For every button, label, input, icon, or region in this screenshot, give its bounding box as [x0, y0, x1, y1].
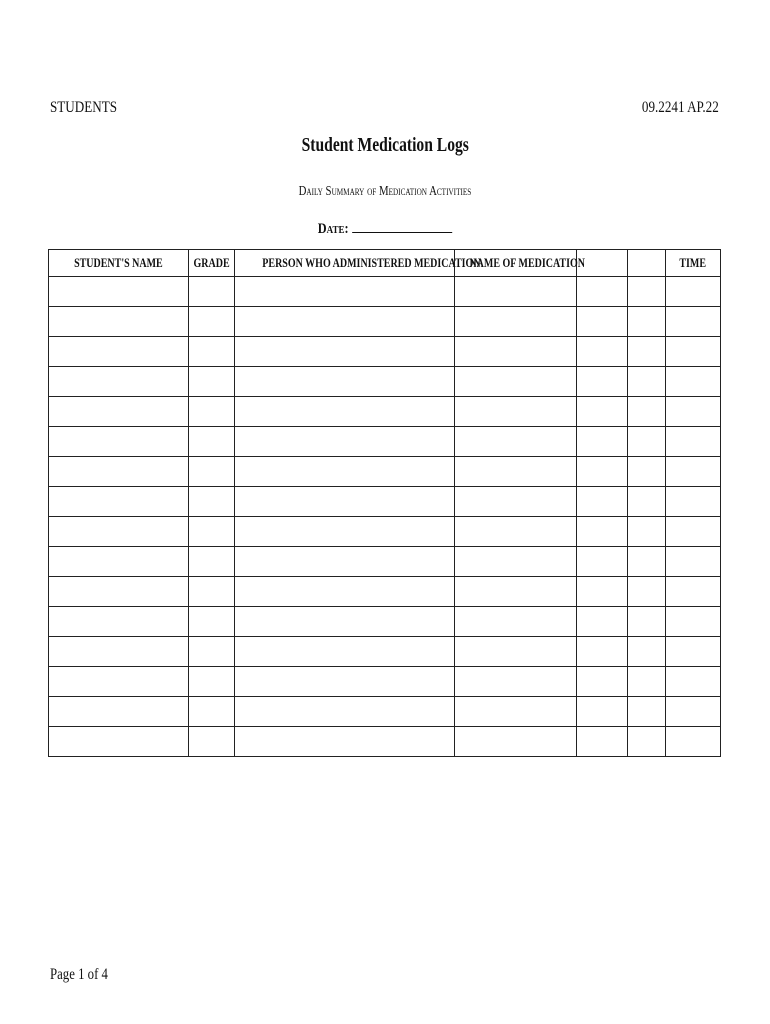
- grade-cell[interactable]: [189, 397, 235, 427]
- time-cell[interactable]: [666, 277, 721, 307]
- grade-cell[interactable]: [189, 307, 235, 337]
- administered-by-cell[interactable]: [235, 277, 455, 307]
- page-subtitle: [0, 183, 770, 199]
- col-header-student-name: STUDENT'S NAME: [49, 250, 189, 277]
- table-row: [49, 697, 721, 727]
- blank-cell-2[interactable]: [628, 367, 666, 397]
- student-name-cell[interactable]: [49, 307, 189, 337]
- medication-name-cell[interactable]: [455, 337, 577, 367]
- blank-cell-2[interactable]: [628, 397, 666, 427]
- blank-cell-1[interactable]: [577, 397, 628, 427]
- student-name-cell[interactable]: [49, 667, 189, 697]
- blank-cell-1[interactable]: [577, 547, 628, 577]
- grade-cell[interactable]: [189, 607, 235, 637]
- blank-cell-2[interactable]: [628, 547, 666, 577]
- medication-name-cell[interactable]: [455, 547, 577, 577]
- col-header-grade: GRADE: [189, 250, 235, 277]
- table-row: [49, 367, 721, 397]
- administered-by-cell[interactable]: [235, 457, 455, 487]
- student-name-cell[interactable]: [49, 637, 189, 667]
- administered-by-cell[interactable]: [235, 337, 455, 367]
- blank-cell-1[interactable]: [577, 277, 628, 307]
- grade-cell[interactable]: [189, 637, 235, 667]
- blank-cell-2[interactable]: [628, 577, 666, 607]
- table-row: [49, 397, 721, 427]
- table-body: [49, 277, 721, 757]
- table-row: [49, 277, 721, 307]
- time-cell[interactable]: [666, 697, 721, 727]
- blank-cell-2[interactable]: [628, 727, 666, 757]
- administered-by-cell[interactable]: [235, 637, 455, 667]
- date-blank-field[interactable]: [352, 218, 452, 233]
- blank-cell-1[interactable]: [577, 637, 628, 667]
- table-row: [49, 607, 721, 637]
- table-row: [49, 487, 721, 517]
- administered-by-cell[interactable]: [235, 367, 455, 397]
- student-name-cell[interactable]: [49, 547, 189, 577]
- table-row: [49, 547, 721, 577]
- blank-cell-1[interactable]: [577, 487, 628, 517]
- administered-by-cell[interactable]: [235, 487, 455, 517]
- time-cell[interactable]: [666, 607, 721, 637]
- blank-cell-2[interactable]: [628, 487, 666, 517]
- blank-cell-1[interactable]: [577, 607, 628, 637]
- section-label: STUDENTS: [50, 99, 118, 116]
- time-cell[interactable]: [666, 397, 721, 427]
- grade-cell[interactable]: [189, 697, 235, 727]
- student-name-cell[interactable]: [49, 517, 189, 547]
- medication-name-cell[interactable]: [455, 577, 577, 607]
- table-row: [49, 337, 721, 367]
- time-cell[interactable]: [666, 577, 721, 607]
- blank-cell-2[interactable]: [628, 457, 666, 487]
- administered-by-cell[interactable]: [235, 577, 455, 607]
- blank-cell-1[interactable]: [577, 667, 628, 697]
- grade-cell[interactable]: [189, 337, 235, 367]
- grade-cell[interactable]: [189, 427, 235, 457]
- medication-name-cell[interactable]: [455, 727, 577, 757]
- medication-name-cell[interactable]: [455, 607, 577, 637]
- administered-by-cell[interactable]: [235, 607, 455, 637]
- col-header-medication-name: NAME OF MEDICATION: [455, 250, 577, 277]
- administered-by-cell[interactable]: [235, 667, 455, 697]
- time-cell[interactable]: [666, 517, 721, 547]
- grade-cell[interactable]: [189, 667, 235, 697]
- table-row: [49, 637, 721, 667]
- grade-cell[interactable]: [189, 547, 235, 577]
- student-name-cell[interactable]: [49, 277, 189, 307]
- col-header-time: TIME: [666, 250, 721, 277]
- blank-cell-2[interactable]: [628, 337, 666, 367]
- administered-by-cell[interactable]: [235, 307, 455, 337]
- blank-cell-2[interactable]: [628, 427, 666, 457]
- medication-name-cell[interactable]: [455, 487, 577, 517]
- administered-by-cell[interactable]: [235, 397, 455, 427]
- page-title: [0, 134, 770, 157]
- student-name-cell[interactable]: [49, 697, 189, 727]
- table-row: [49, 727, 721, 757]
- blank-cell-1[interactable]: [577, 337, 628, 367]
- medication-log-table: [48, 249, 721, 757]
- time-cell[interactable]: [666, 667, 721, 697]
- grade-cell[interactable]: [189, 457, 235, 487]
- administered-by-cell[interactable]: [235, 727, 455, 757]
- medication-name-cell[interactable]: [455, 517, 577, 547]
- administered-by-cell[interactable]: [235, 697, 455, 727]
- medication-name-cell[interactable]: [455, 667, 577, 697]
- medication-name-cell[interactable]: [455, 427, 577, 457]
- date-line: [0, 218, 770, 238]
- page-number: Page 1 of 4: [50, 966, 108, 983]
- col-header-blank-2: [628, 250, 666, 277]
- administered-by-cell[interactable]: [235, 547, 455, 577]
- blank-cell-1[interactable]: [577, 367, 628, 397]
- student-name-cell[interactable]: [49, 367, 189, 397]
- page-subtitle-text: Daily Summary of Medication Activities: [298, 183, 472, 198]
- blank-cell-1[interactable]: [577, 307, 628, 337]
- blank-cell-1[interactable]: [577, 457, 628, 487]
- table-row: [49, 517, 721, 547]
- grade-cell[interactable]: [189, 487, 235, 517]
- blank-cell-2[interactable]: [628, 607, 666, 637]
- table-header-row: [49, 250, 721, 277]
- blank-cell-2[interactable]: [628, 667, 666, 697]
- grade-cell[interactable]: [189, 517, 235, 547]
- administered-by-cell[interactable]: [235, 427, 455, 457]
- administered-by-cell[interactable]: [235, 517, 455, 547]
- table-row: [49, 427, 721, 457]
- medication-name-cell[interactable]: [455, 367, 577, 397]
- policy-code: 09.2241 AP.22: [642, 99, 719, 116]
- time-cell[interactable]: [666, 457, 721, 487]
- blank-cell-2[interactable]: [628, 697, 666, 727]
- student-name-cell[interactable]: [49, 337, 189, 367]
- grade-cell[interactable]: [189, 277, 235, 307]
- medication-name-cell[interactable]: [455, 457, 577, 487]
- student-name-cell[interactable]: [49, 727, 189, 757]
- student-name-cell[interactable]: [49, 487, 189, 517]
- blank-cell-2[interactable]: [628, 277, 666, 307]
- blank-cell-1[interactable]: [577, 577, 628, 607]
- time-cell[interactable]: [666, 427, 721, 457]
- student-name-cell[interactable]: [49, 457, 189, 487]
- time-cell[interactable]: [666, 637, 721, 667]
- blank-cell-2[interactable]: [628, 637, 666, 667]
- blank-cell-2[interactable]: [628, 517, 666, 547]
- medication-name-cell[interactable]: [455, 697, 577, 727]
- table-row: [49, 577, 721, 607]
- grade-cell[interactable]: [189, 727, 235, 757]
- grade-cell[interactable]: [189, 577, 235, 607]
- blank-cell-1[interactable]: [577, 517, 628, 547]
- blank-cell-2[interactable]: [628, 307, 666, 337]
- date-label: Date:: [317, 221, 349, 237]
- medication-name-cell[interactable]: [455, 637, 577, 667]
- student-name-cell[interactable]: [49, 607, 189, 637]
- table-row: [49, 307, 721, 337]
- time-cell[interactable]: [666, 337, 721, 367]
- time-cell[interactable]: [666, 367, 721, 397]
- time-cell[interactable]: [666, 487, 721, 517]
- student-name-cell[interactable]: [49, 427, 189, 457]
- medication-name-cell[interactable]: [455, 307, 577, 337]
- student-name-cell[interactable]: [49, 397, 189, 427]
- blank-cell-1[interactable]: [577, 427, 628, 457]
- table-row: [49, 667, 721, 697]
- col-header-administered-by: PERSON WHO ADMINISTERED MEDICATION: [235, 250, 455, 277]
- medication-name-cell[interactable]: [455, 277, 577, 307]
- table-row: [49, 457, 721, 487]
- time-cell[interactable]: [666, 547, 721, 577]
- student-name-cell[interactable]: [49, 577, 189, 607]
- blank-cell-1[interactable]: [577, 697, 628, 727]
- page-title-text: Student Medication Logs: [301, 134, 469, 156]
- time-cell[interactable]: [666, 727, 721, 757]
- time-cell[interactable]: [666, 307, 721, 337]
- grade-cell[interactable]: [189, 367, 235, 397]
- blank-cell-1[interactable]: [577, 727, 628, 757]
- medication-name-cell[interactable]: [455, 397, 577, 427]
